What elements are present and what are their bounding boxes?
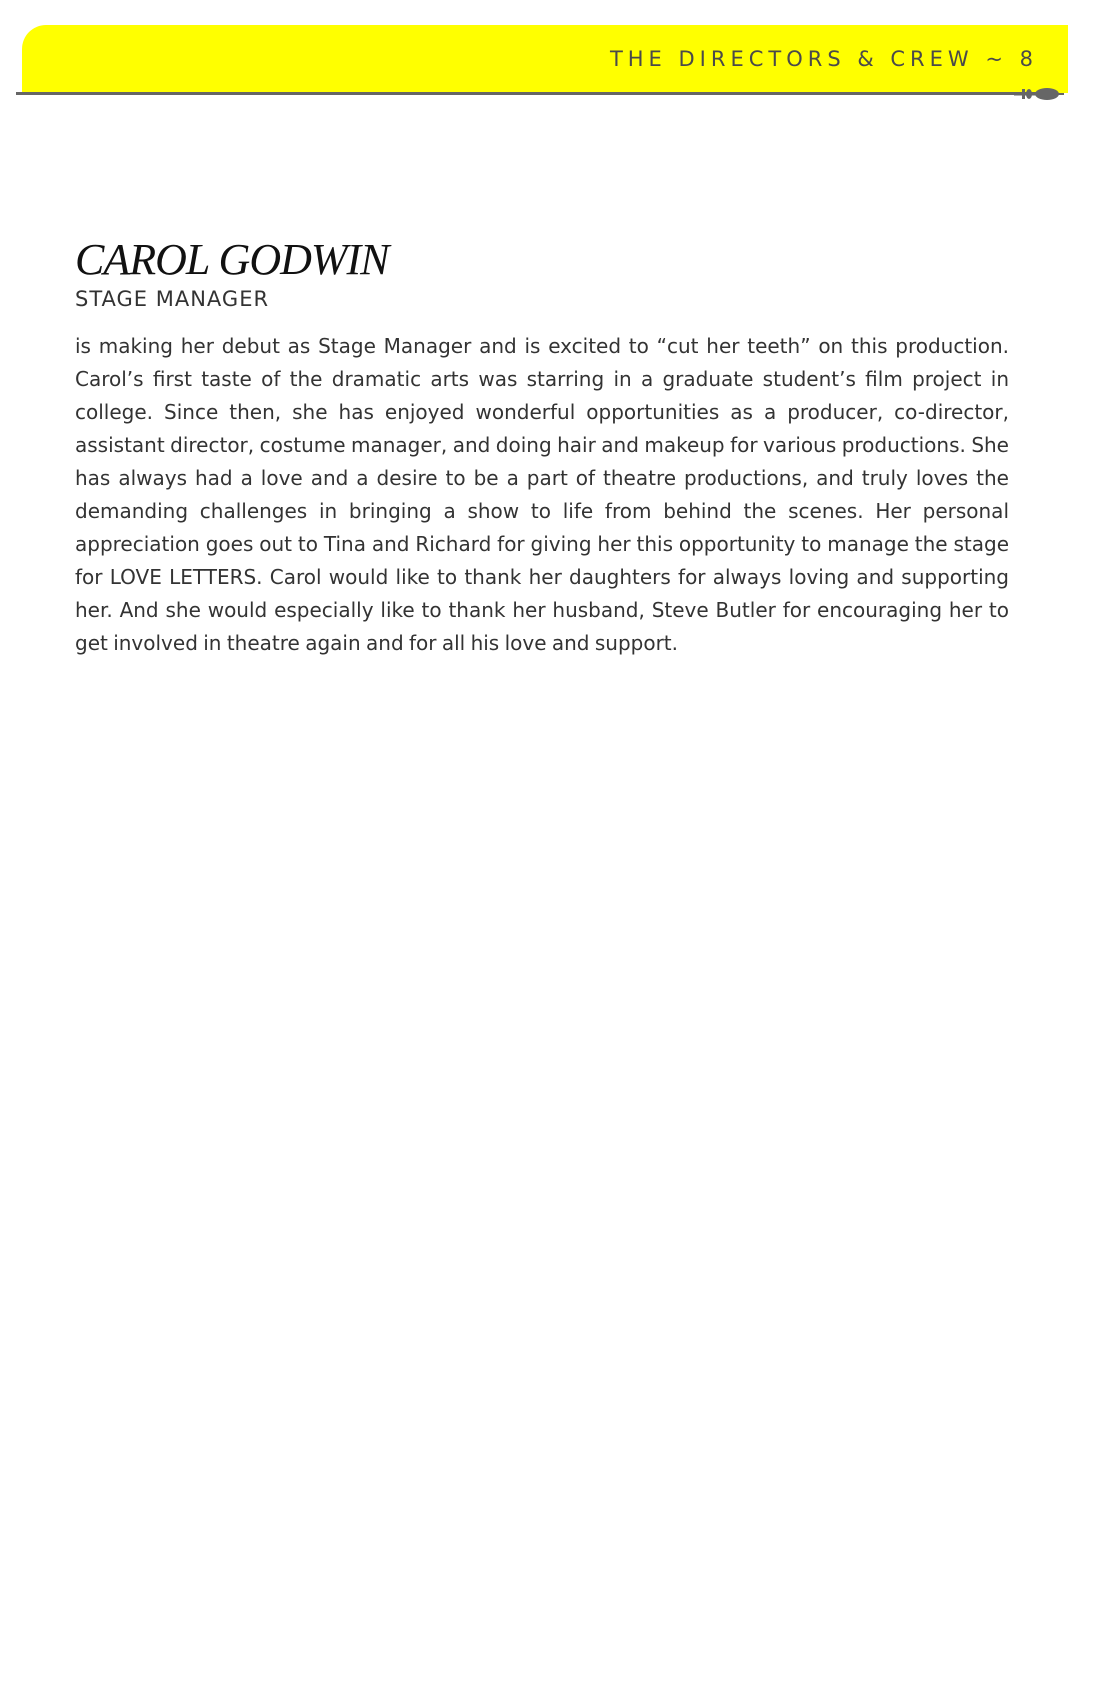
bio-name: CAROL GODWIN [75, 235, 389, 284]
header-title: THE DIRECTORS & CREW ~ 8 [609, 47, 1038, 71]
header-band [22, 25, 1068, 93]
header-rule [16, 92, 1051, 95]
bio-role: STAGE MANAGER [75, 287, 270, 311]
bio-text: is making her debut as Stage Manager and is excited to “cut her teeth” on this production. Carol’s first taste of the dramatic arts was starring in a graduate student’s film project in college. Since then, she has enjoyed wonderful opportunities as a producer, co-director, assistant director, costume manager, and doing hair and makeup for various productions. She has always had a love and a desire to be a part of theatre productions, and truly loves the demanding challenges in bringing a show to life from behind the scenes. Her personal appreciation goes out to Tina and Richard for giving her this opportunity to manage the stage for LOVE LETTERS. Carol would like to thank her daughters for always loving and supporting her. And she would especially like to thank her husband, Steve Butler for encouraging her to get involved in theatre again and for all his love and support. [75, 334, 1009, 655]
finial-ornament-icon [1014, 86, 1064, 102]
